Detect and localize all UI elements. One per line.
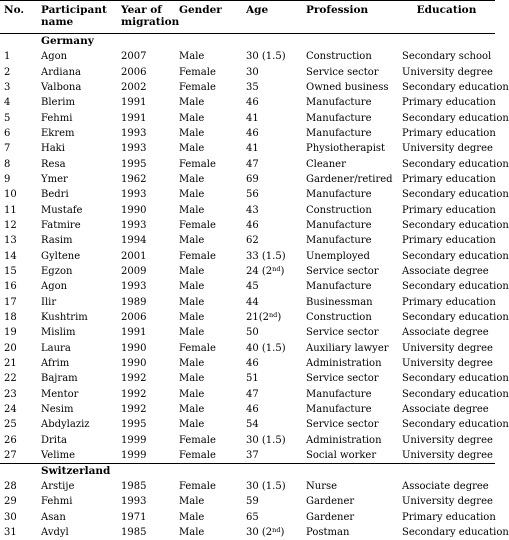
cell-education: University degree: [398, 356, 495, 371]
cell-education: Secondary education: [398, 187, 495, 202]
table-row: [0, 233, 495, 248]
cell-gender: Male: [175, 202, 242, 217]
cell-age: 50: [242, 325, 302, 340]
table-header: [0, 1, 495, 34]
cell-profession: Service sector: [302, 371, 398, 386]
cell-education: University degree: [398, 433, 495, 448]
header-year-line2: migration: [121, 16, 179, 28]
cell-no: 15: [0, 264, 37, 279]
cell-no: 1: [0, 49, 37, 64]
cell-no: 16: [0, 279, 37, 294]
cell-year-of-migration: 1993: [117, 141, 175, 156]
cell-education: Secondary education: [398, 110, 495, 125]
cell-education: Secondary education: [398, 310, 495, 325]
table-row: [0, 218, 495, 233]
cell-participant-name: Valbona: [37, 80, 117, 95]
cell-profession: Service sector: [302, 264, 398, 279]
cell-age: 51: [242, 371, 302, 386]
cell-no: 19: [0, 325, 37, 340]
header-year-line1: Year of: [121, 4, 162, 16]
cell-age: 43: [242, 202, 302, 217]
cell-year-of-migration: 2001: [117, 248, 175, 263]
cell-gender: Male: [175, 417, 242, 432]
cell-participant-name: Fehmi: [37, 494, 117, 509]
table-row: [0, 371, 495, 386]
cell-age: 47: [242, 387, 302, 402]
cell-age: 37: [242, 448, 302, 464]
cell-year-of-migration: 1985: [117, 479, 175, 494]
cell-year-of-migration: 1985: [117, 525, 175, 540]
cell-age: 21(2nd): [242, 310, 302, 325]
cell-education: Primary education: [398, 126, 495, 141]
cell-education: Primary education: [398, 202, 495, 217]
cell-gender: Male: [175, 49, 242, 64]
cell-year-of-migration: 1993: [117, 187, 175, 202]
header-gender: Gender: [175, 1, 242, 34]
section-title: Germany: [37, 34, 495, 50]
table-row: [0, 417, 495, 432]
cell-profession: Gardener: [302, 510, 398, 525]
cell-year-of-migration: 1993: [117, 126, 175, 141]
table-row: [0, 433, 495, 448]
cell-year-of-migration: 1993: [117, 218, 175, 233]
header-no: No.: [0, 1, 37, 34]
cell-year-of-migration: 1993: [117, 279, 175, 294]
cell-profession: Construction: [302, 202, 398, 217]
table-row: [0, 356, 495, 371]
section-row: [0, 463, 495, 479]
cell-age: 40 (1.5): [242, 341, 302, 356]
cell-age: 46: [242, 218, 302, 233]
cell-gender: Male: [175, 126, 242, 141]
cell-education: Secondary education: [398, 248, 495, 263]
table-row: [0, 49, 495, 64]
cell-education: Primary education: [398, 295, 495, 310]
cell-year-of-migration: 1995: [117, 417, 175, 432]
cell-gender: Female: [175, 448, 242, 464]
cell-participant-name: Rasim: [37, 233, 117, 248]
cell-education: Associate degree: [398, 325, 495, 340]
cell-participant-name: Gyltene: [37, 248, 117, 263]
cell-participant-name: Asan: [37, 510, 117, 525]
cell-gender: Male: [175, 356, 242, 371]
cell-education: Associate degree: [398, 479, 495, 494]
cell-education: Associate degree: [398, 402, 495, 417]
table-row: [0, 126, 495, 141]
table-row: [0, 479, 495, 494]
cell-profession: Manufacture: [302, 233, 398, 248]
cell-education: Primary education: [398, 172, 495, 187]
cell-age: 62: [242, 233, 302, 248]
cell-age: 30: [242, 64, 302, 79]
table-row: [0, 510, 495, 525]
table-row: [0, 64, 495, 79]
cell-participant-name: Avdyl: [37, 525, 117, 540]
cell-participant-name: Fehmi: [37, 110, 117, 125]
table-row: [0, 95, 495, 110]
cell-gender: Male: [175, 279, 242, 294]
cell-education: Primary education: [398, 510, 495, 525]
cell-participant-name: Nesim: [37, 402, 117, 417]
table-row: [0, 494, 495, 509]
cell-no: 10: [0, 187, 37, 202]
cell-profession: Construction: [302, 310, 398, 325]
cell-no: 13: [0, 233, 37, 248]
cell-participant-name: Afrim: [37, 356, 117, 371]
cell-profession: Social worker: [302, 448, 398, 464]
cell-profession: Owned business: [302, 80, 398, 95]
cell-profession: Service sector: [302, 64, 398, 79]
cell-no: 25: [0, 417, 37, 432]
table-row: [0, 110, 495, 125]
cell-gender: Male: [175, 402, 242, 417]
cell-participant-name: Resa: [37, 156, 117, 171]
cell-no: 6: [0, 126, 37, 141]
cell-no: 26: [0, 433, 37, 448]
table-row: [0, 141, 495, 156]
ordinal-suffix: nd: [272, 265, 280, 273]
cell-education: Secondary education: [398, 417, 495, 432]
section-row: [0, 34, 495, 50]
table-row: [0, 80, 495, 95]
cell-education: Secondary education: [398, 279, 495, 294]
cell-age: 46: [242, 402, 302, 417]
cell-gender: Female: [175, 156, 242, 171]
cell-year-of-migration: 1992: [117, 371, 175, 386]
header-education: Education: [398, 1, 495, 34]
cell-year-of-migration: 1991: [117, 110, 175, 125]
cell-no: 7: [0, 141, 37, 156]
cell-profession: Cleaner: [302, 156, 398, 171]
cell-gender: Male: [175, 525, 242, 540]
cell-year-of-migration: 1995: [117, 156, 175, 171]
cell-year-of-migration: 1999: [117, 433, 175, 448]
cell-gender: Male: [175, 510, 242, 525]
cell-no: 5: [0, 110, 37, 125]
cell-no: 24: [0, 402, 37, 417]
cell-participant-name: Blerim: [37, 95, 117, 110]
table-row: [0, 325, 495, 340]
cell-participant-name: Mislim: [37, 325, 117, 340]
cell-profession: Auxiliary lawyer: [302, 341, 398, 356]
cell-participant-name: Ymer: [37, 172, 117, 187]
cell-participant-name: Fatmire: [37, 218, 117, 233]
cell-profession: Nurse: [302, 479, 398, 494]
cell-no: 22: [0, 371, 37, 386]
cell-no: 12: [0, 218, 37, 233]
cell-no: 30: [0, 510, 37, 525]
cell-no: 21: [0, 356, 37, 371]
table-row: [0, 264, 495, 279]
cell-profession: Service sector: [302, 417, 398, 432]
cell-gender: Male: [175, 325, 242, 340]
table-row: [0, 202, 495, 217]
cell-gender: Male: [175, 187, 242, 202]
cell-profession: Manufacture: [302, 402, 398, 417]
cell-no: 4: [0, 95, 37, 110]
cell-year-of-migration: 1991: [117, 95, 175, 110]
cell-no: 3: [0, 80, 37, 95]
cell-education: Primary education: [398, 95, 495, 110]
cell-no: 14: [0, 248, 37, 263]
cell-profession: Manufacture: [302, 110, 398, 125]
cell-education: Secondary education: [398, 156, 495, 171]
table-row: [0, 448, 495, 464]
cell-gender: Male: [175, 371, 242, 386]
table-row: [0, 295, 495, 310]
cell-education: Primary education: [398, 233, 495, 248]
cell-profession: Service sector: [302, 325, 398, 340]
cell-participant-name: Ardiana: [37, 64, 117, 79]
cell-gender: Male: [175, 141, 242, 156]
cell-gender: Male: [175, 387, 242, 402]
cell-year-of-migration: 1991: [117, 325, 175, 340]
cell-profession: Manufacture: [302, 187, 398, 202]
cell-education: Secondary education: [398, 80, 495, 95]
cell-age: 69: [242, 172, 302, 187]
cell-age: 46: [242, 95, 302, 110]
cell-year-of-migration: 2006: [117, 310, 175, 325]
cell-no: 11: [0, 202, 37, 217]
cell-year-of-migration: 2002: [117, 80, 175, 95]
header-name-line2: name: [41, 16, 73, 28]
table-row: [0, 187, 495, 202]
cell-age: 46: [242, 356, 302, 371]
cell-age: 56: [242, 187, 302, 202]
cell-participant-name: Drita: [37, 433, 117, 448]
cell-year-of-migration: 1999: [117, 448, 175, 464]
cell-education: University degree: [398, 141, 495, 156]
table-row: [0, 248, 495, 263]
cell-participant-name: Bajram: [37, 371, 117, 386]
header-age: Age: [242, 1, 302, 34]
cell-participant-name: Velime: [37, 448, 117, 464]
table-row: [0, 310, 495, 325]
cell-year-of-migration: 1990: [117, 341, 175, 356]
cell-year-of-migration: 1992: [117, 387, 175, 402]
header-profession: Profession: [302, 1, 398, 34]
cell-year-of-migration: 2009: [117, 264, 175, 279]
cell-no: 18: [0, 310, 37, 325]
cell-gender: Male: [175, 172, 242, 187]
cell-profession: Manufacture: [302, 95, 398, 110]
cell-profession: Physiotherapist: [302, 141, 398, 156]
section-spacer: [0, 463, 37, 479]
cell-participant-name: Kushtrim: [37, 310, 117, 325]
cell-education: Associate degree: [398, 264, 495, 279]
cell-age: 30 (1.5): [242, 49, 302, 64]
cell-year-of-migration: 1990: [117, 202, 175, 217]
cell-year-of-migration: 1993: [117, 494, 175, 509]
cell-education: Secondary education: [398, 371, 495, 386]
cell-gender: Male: [175, 494, 242, 509]
cell-age: 46: [242, 126, 302, 141]
cell-age: 24 (2nd): [242, 264, 302, 279]
cell-profession: Gardener/retired: [302, 172, 398, 187]
table-row: [0, 402, 495, 417]
cell-profession: Manufacture: [302, 279, 398, 294]
section-title: Switzerland: [37, 463, 495, 479]
cell-age: 33 (1.5): [242, 248, 302, 263]
cell-profession: Unemployed: [302, 248, 398, 263]
cell-profession: Businessman: [302, 295, 398, 310]
cell-gender: Female: [175, 218, 242, 233]
ordinal-suffix: nd: [269, 311, 277, 319]
ordinal-suffix: nd: [272, 526, 280, 534]
table-row: [0, 279, 495, 294]
cell-education: University degree: [398, 341, 495, 356]
cell-age: 44: [242, 295, 302, 310]
cell-participant-name: Arstije: [37, 479, 117, 494]
cell-profession: Manufacture: [302, 387, 398, 402]
cell-participant-name: Ekrem: [37, 126, 117, 141]
cell-gender: Male: [175, 95, 242, 110]
table-row: [0, 156, 495, 171]
cell-gender: Female: [175, 433, 242, 448]
cell-no: 2: [0, 64, 37, 79]
cell-education: Secondary education: [398, 387, 495, 402]
cell-education: Secondary education: [398, 525, 495, 540]
cell-age: 30 (1.5): [242, 433, 302, 448]
cell-education: Secondary education: [398, 218, 495, 233]
cell-profession: Postman: [302, 525, 398, 540]
cell-participant-name: Ilir: [37, 295, 117, 310]
cell-no: 9: [0, 172, 37, 187]
cell-participant-name: Mustafe: [37, 202, 117, 217]
cell-gender: Male: [175, 233, 242, 248]
cell-gender: Female: [175, 479, 242, 494]
cell-gender: Male: [175, 295, 242, 310]
table-row: [0, 525, 495, 540]
cell-education: University degree: [398, 64, 495, 79]
cell-age: 30 (1.5): [242, 479, 302, 494]
cell-participant-name: Agon: [37, 49, 117, 64]
cell-gender: Male: [175, 264, 242, 279]
cell-gender: Female: [175, 341, 242, 356]
cell-age: 47: [242, 156, 302, 171]
cell-participant-name: Abdylaziz: [37, 417, 117, 432]
cell-education: University degree: [398, 448, 495, 464]
cell-no: 28: [0, 479, 37, 494]
cell-education: Secondary school: [398, 49, 495, 64]
cell-participant-name: Agon: [37, 279, 117, 294]
cell-profession: Manufacture: [302, 218, 398, 233]
table-row: [0, 387, 495, 402]
cell-participant-name: Haki: [37, 141, 117, 156]
cell-participant-name: Laura: [37, 341, 117, 356]
cell-age: 35: [242, 80, 302, 95]
cell-no: 23: [0, 387, 37, 402]
section-spacer: [0, 34, 37, 50]
header-name-line1: Participant: [41, 4, 107, 16]
cell-profession: Administration: [302, 356, 398, 371]
cell-profession: Gardener: [302, 494, 398, 509]
cell-age: 41: [242, 141, 302, 156]
cell-no: 17: [0, 295, 37, 310]
cell-gender: Male: [175, 310, 242, 325]
cell-participant-name: Egzon: [37, 264, 117, 279]
cell-no: 8: [0, 156, 37, 171]
cell-age: 59: [242, 494, 302, 509]
cell-no: 29: [0, 494, 37, 509]
cell-age: 41: [242, 110, 302, 125]
cell-year-of-migration: 1989: [117, 295, 175, 310]
cell-profession: Manufacture: [302, 126, 398, 141]
cell-gender: Female: [175, 80, 242, 95]
cell-gender: Female: [175, 64, 242, 79]
cell-participant-name: Bedri: [37, 187, 117, 202]
cell-year-of-migration: 1971: [117, 510, 175, 525]
cell-year-of-migration: 2006: [117, 64, 175, 79]
cell-age: 45: [242, 279, 302, 294]
cell-no: 20: [0, 341, 37, 356]
cell-year-of-migration: 1994: [117, 233, 175, 248]
cell-no: 31: [0, 525, 37, 540]
header-year-of-migration: [117, 1, 175, 34]
cell-profession: Administration: [302, 433, 398, 448]
cell-gender: Female: [175, 248, 242, 263]
cell-age: 65: [242, 510, 302, 525]
table-row: [0, 172, 495, 187]
table-body: [0, 34, 495, 540]
cell-year-of-migration: 1990: [117, 356, 175, 371]
cell-education: University degree: [398, 494, 495, 509]
table-row: [0, 341, 495, 356]
cell-year-of-migration: 1992: [117, 402, 175, 417]
cell-age: 54: [242, 417, 302, 432]
cell-profession: Construction: [302, 49, 398, 64]
cell-year-of-migration: 1962: [117, 172, 175, 187]
cell-year-of-migration: 2007: [117, 49, 175, 64]
cell-no: 27: [0, 448, 37, 464]
cell-age: 30 (2nd): [242, 525, 302, 540]
cell-gender: Male: [175, 110, 242, 125]
header-participant-name: [37, 1, 117, 34]
cell-participant-name: Mentor: [37, 387, 117, 402]
